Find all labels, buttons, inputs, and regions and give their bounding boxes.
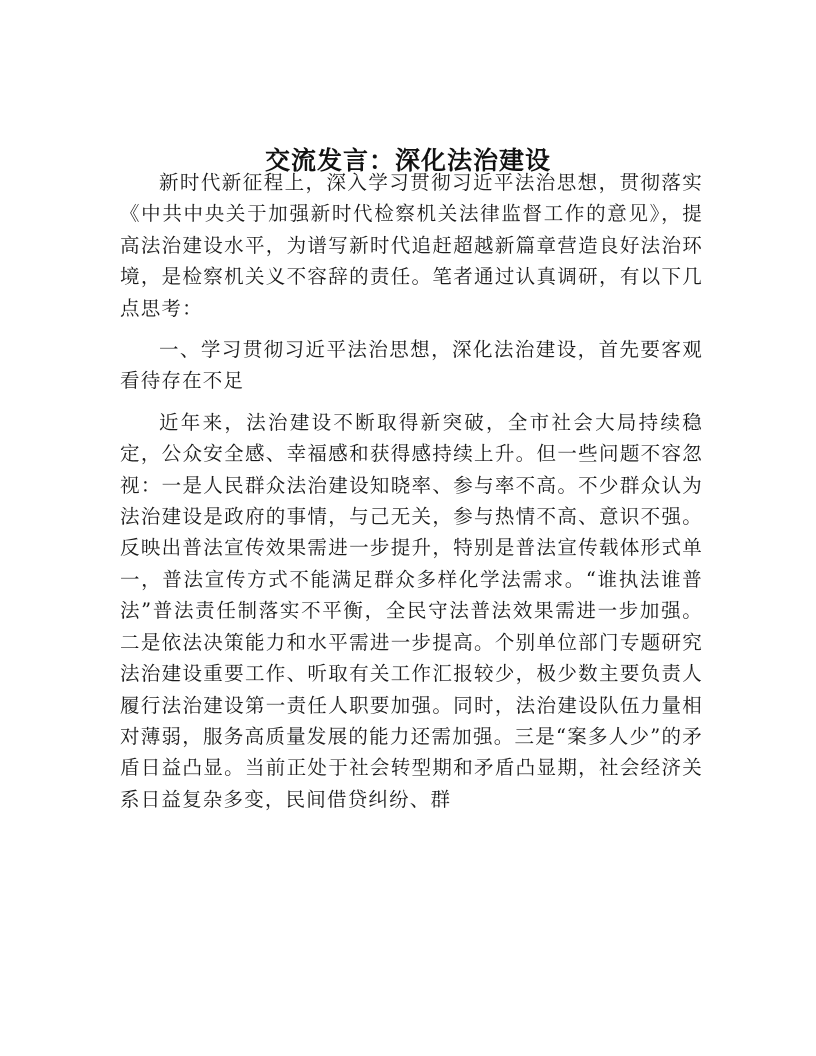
document-title: 交流发言：深化法治建设 <box>264 146 551 175</box>
paragraph-body: 近年来，法治建设不断取得新突破，全市社会大局持续稳定，公众安全感、幸福感和获得感持续上升。但一些问题不容忽视：一是人民群众法治建设知晓率、参与率不高。不少群众认为法治建设是政府的事情，与己无关，参与热情不高、意识不强。反映出普法宣传效果需进一步提升，特别是普法宣传载体形式单一，普法宣传方式不能满足群众多样化学法需求。“谁执法谁普法”普法责任制落实不平衡，全民守法普法效果需进一步加强。二是依法决策能力和水平需进一步提高。个别单位部门专题研究法治建设重要工作、听取有关工作汇报较少，极少数主要负责人履行法治建设第一责任人职要加强。同时，法治建设队伍力量相对薄弱，服务高质量发展的能力还需加强。三是“案多人少”的矛盾日益凸显。当前正处于社会转型期和矛盾凸显期，社会经济关系日益复杂多变，民间借贷纠纷、群 <box>120 410 703 811</box>
document-body <box>120 167 703 815</box>
section-heading-1: 一、学习贯彻习近平法治思想，深化法治建设，首先要客观看待存在不足 <box>120 338 703 393</box>
paragraph-intro: 新时代新征程上，深入学习贯彻习近平法治思想，贯彻落实《中共中央关于加强新时代检察机关法律监督工作的意见》，提高法治建设水平，为谱写新时代追赶超越新篇章营造良好法治环境，是检察机关义不容辞的责任。笔者通过认真调研，有以下几点思考： <box>120 171 703 320</box>
